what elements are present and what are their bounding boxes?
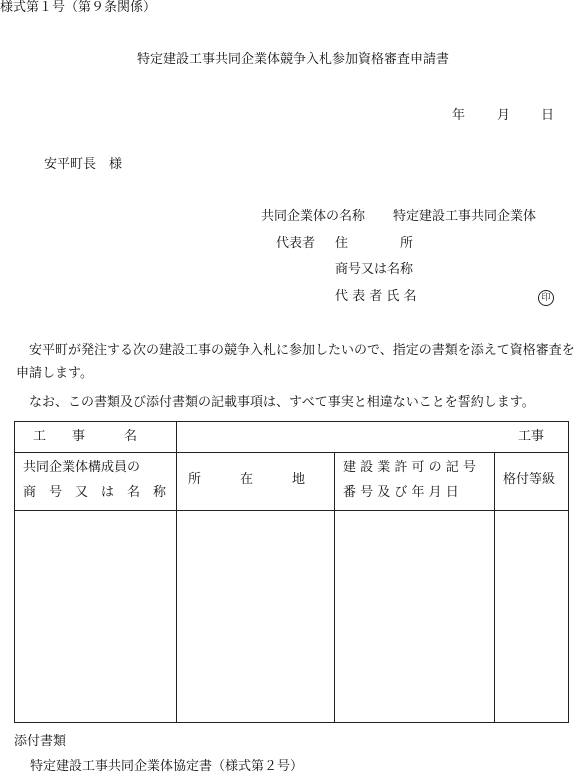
date-day-label: 日 [541,108,555,123]
document-title: 特定建設工事共同企業体競争入札参加資格審査申請書 [136,52,449,67]
representative-label: 代表者 [276,236,316,251]
attachments-heading: 添付書類 [14,734,67,749]
date-month-label: 月 [497,108,511,123]
trade-name-label: 商号又は名称 [335,262,414,277]
table-row-divider [15,510,568,511]
date-year-label: 年 [452,108,466,123]
member-header-line2: 商 号 又 は 名 称 [23,485,167,500]
table-col-divider [494,452,495,722]
attachment-item: 特定建設工事共同企業体協定書（様式第２号） [30,759,304,774]
application-paragraph: 安平町が発注する次の建設工事の競争入札に参加したいので、指定の書類を添えて資格審査を申請します。 [16,343,575,381]
jv-name-label: 共同企業体の名称 [261,209,366,224]
construction-name-label: 工 事 名 [33,429,138,444]
representative-name-label: 代 表 者 氏 名 [335,289,417,304]
license-header-line2: 番 号 及 び 年 月 日 [343,485,459,500]
member-header-line1: 共同企業体構成員の [23,460,141,475]
license-header-line1: 建 設 業 許 可 の 記 号 [343,460,476,475]
addressee: 安平町長 様 [44,157,123,172]
address-label: 住 所 [335,236,414,251]
table-col-divider [176,422,177,722]
table-row-divider [15,452,568,453]
form-number: 様式第１号（第９条関係） [0,0,157,15]
table-col-divider [334,452,335,722]
construction-suffix: 工事 [518,429,545,444]
jv-name-value: 特定建設工事共同企業体 [393,209,537,224]
location-header: 所 在 地 [188,472,306,487]
grade-header: 格付等級 [503,472,556,487]
pledge-paragraph: なお、この書類及び添付書類の記載事項は、すべて事実と相違ないことを誓約します。 [16,395,535,410]
application-table [14,421,569,723]
seal-mark: 印 [538,290,554,306]
